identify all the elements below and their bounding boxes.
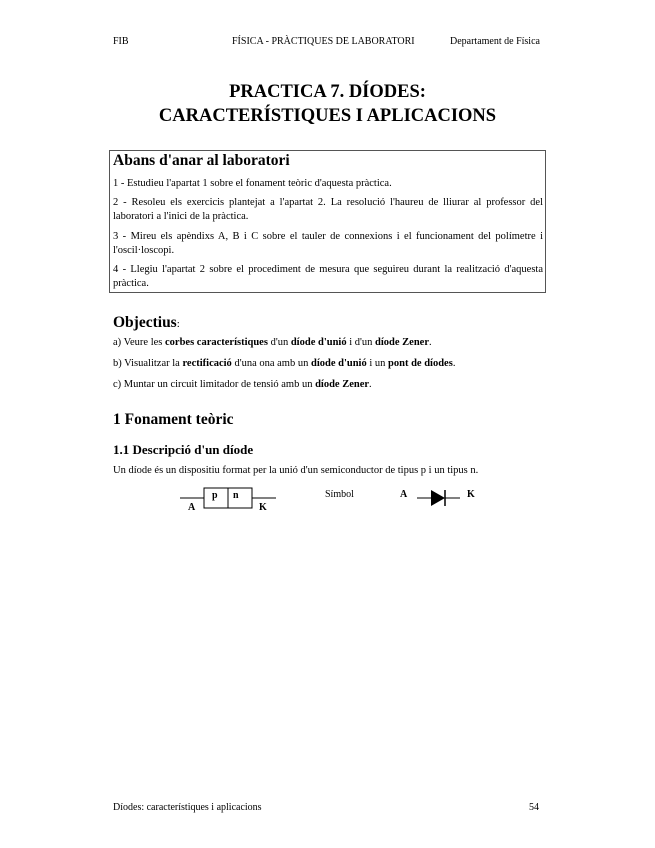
diode-figure <box>0 480 655 520</box>
objective-b: b) Visualitzar la rectificació d'una ona amb un díode d'unió i un pont de díodes. <box>113 358 456 369</box>
prelab-item-4: 4 - Llegiu l'apartat 2 sobre el procediment de mesura que seguireu durant la realització d'aquesta pràctica. <box>113 264 543 289</box>
prelab-item-1: 1 - Estudieu l'apartat 1 sobre el fonament teòric d'aquesta pràctica. <box>113 178 392 189</box>
objective-c: c) Muntar un circuit limitador de tensió amb un díode Zener. <box>113 379 372 390</box>
subsection-1-1-heading: 1.1 Descripció d'un díode <box>113 442 254 457</box>
diode-symbol-icon <box>400 489 475 506</box>
header-center: FÍSICA - PRÀCTIQUES DE LABORATORI <box>232 36 415 47</box>
n-region-label: n <box>233 490 239 501</box>
objectives-heading: Objectius: <box>113 314 180 331</box>
prelab-item-3: 3 - Mireu els apèndixs A, B i C sobre el tauler de connexions i el funcionament del polímetre i l'oscil·loscopi. <box>113 231 543 256</box>
symbol-anode-label: A <box>400 489 408 500</box>
symbol-label: Símbol <box>325 489 354 500</box>
cathode-label: K <box>259 502 267 513</box>
footer-title: Díodes: característiques i aplicacions <box>113 802 262 813</box>
title-line-1: PRACTICA 7. DÍODES: <box>229 82 426 102</box>
objective-a: a) Veure les corbes característiques d'un díode d'unió i d'un díode Zener. <box>113 337 432 348</box>
page-number: 54 <box>529 802 539 813</box>
prelab-heading: Abans d'anar al laboratori <box>113 152 290 169</box>
header-left: FIB <box>113 36 129 47</box>
p-region-label: p <box>212 490 218 501</box>
anode-label: A <box>188 502 196 513</box>
symbol-cathode-label: K <box>467 489 475 500</box>
title-line-2: CARACTERÍSTIQUES I APLICACIONS <box>158 106 497 126</box>
prelab-item-2: 2 - Resoleu els exercicis plantejat a l'apartat 2. La resolució l'haureu de lliurar al professor del laboratori a l'inici de la pràctica. <box>113 197 543 222</box>
section-1-heading: 1 Fonament teòric <box>113 411 234 428</box>
page-title <box>0 80 655 128</box>
section-1-paragraph: Un díode és un dispositiu format per la unió d'un semiconductor de tipus p i un tipus n. <box>113 465 479 476</box>
header-right: Departament de Física <box>450 36 540 47</box>
pn-junction-diagram <box>180 488 276 513</box>
